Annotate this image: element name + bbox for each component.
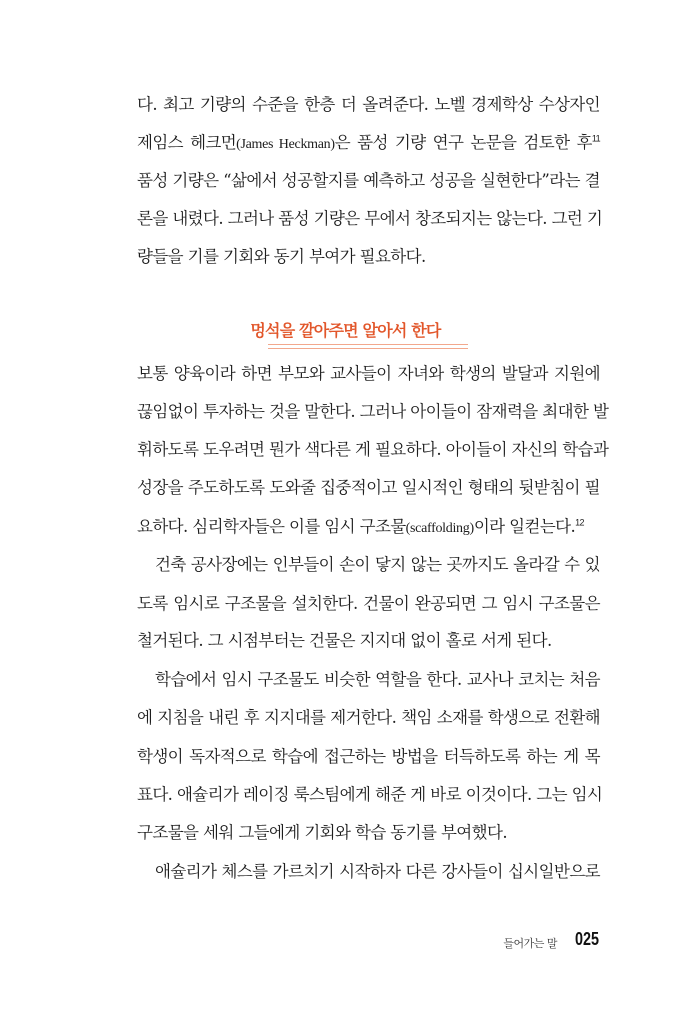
page-number: 025: [574, 929, 599, 949]
text-line: [137, 132, 600, 156]
text-line: 학생이 독자적으로 학습에 접근하는 방법을 터득하도록 하는 게 목: [137, 747, 600, 766]
running-footer-section: 들어가는 말: [503, 937, 557, 950]
text-line: 론을 내렸다. 그러나 품성 기량은 무에서 창조되지는 않는다. 그런 기: [137, 209, 603, 228]
text-line: 철거된다. 그 시점부터는 건물은 지지대 없이 홀로 서게 된다.: [137, 631, 552, 650]
text-fragment: 이라 일컫는다.: [473, 517, 576, 536]
text-fragment: 제임스 헤크먼: [137, 133, 237, 152]
text-line: 휘하도록 도우려면 뭔가 색다른 게 필요하다. 아이들이 자신의 학습과: [137, 440, 609, 459]
section-heading: 멍석을 깔아주면 알아서 한다: [250, 321, 441, 340]
text-line: 품성 기량은 “삶에서 성공할지를 예측하고 성공을 실현한다”라는 결: [137, 171, 600, 190]
text-line: 도록 임시로 구조물을 설치한다. 건물이 완공되면 그 임시 구조물은: [137, 594, 600, 613]
text-line: 성장을 주도하도록 도와줄 집중적이고 일시적인 형태의 뒷받침이 필: [137, 478, 600, 497]
text-line: 학습에서 임시 구조물도 비슷한 역할을 한다. 교사나 코치는 처음: [155, 670, 600, 689]
text-line: 구조물을 세워 그들에게 기회와 학습 동기를 부여했다.: [137, 823, 507, 842]
text-line: 보통 양육이라 하면 부모와 교사들이 자녀와 학생의 발달과 지원에: [137, 364, 600, 383]
text-line: 에 지침을 내린 후 지지대를 제거한다. 책임 소재를 학생으로 전환해: [137, 708, 600, 727]
text-fragment: 은 품성 기량 연구 논문을 검토한 후: [334, 133, 592, 152]
text-line: [137, 516, 600, 540]
text-line: 량들을 기를 기회와 동기 부여가 필요하다.: [137, 247, 426, 266]
text-line: 다. 최고 기량의 수준을 한층 더 올려준다. 노벨 경제학상 수상자인: [137, 95, 600, 114]
text-line: 애슐리가 체스를 가르치기 시작하자 다른 강사들이 십시일반으로: [155, 862, 600, 881]
english-name: (James Heckman): [236, 137, 335, 152]
english-term: (scaffolding): [405, 521, 474, 536]
text-fragment: 요하다. 심리학자들은 이를 임시 구조물: [137, 517, 406, 536]
heading-rule: [268, 348, 468, 349]
footnote-ref-12[interactable]: 12: [575, 517, 584, 528]
text-line: 건축 공사장에는 인부들이 손이 닿지 않는 곳까지도 올라갈 수 있: [155, 555, 600, 574]
heading-rule: [268, 344, 468, 345]
footnote-ref-11[interactable]: 11: [591, 133, 600, 144]
text-line: 끊임없이 투자하는 것을 말한다. 그러나 아이들이 잠재력을 최대한 발: [137, 402, 609, 421]
text-line: 표다. 애슐리가 레이징 룩스팀에게 해준 게 바로 이것이다. 그는 임시: [137, 785, 603, 804]
